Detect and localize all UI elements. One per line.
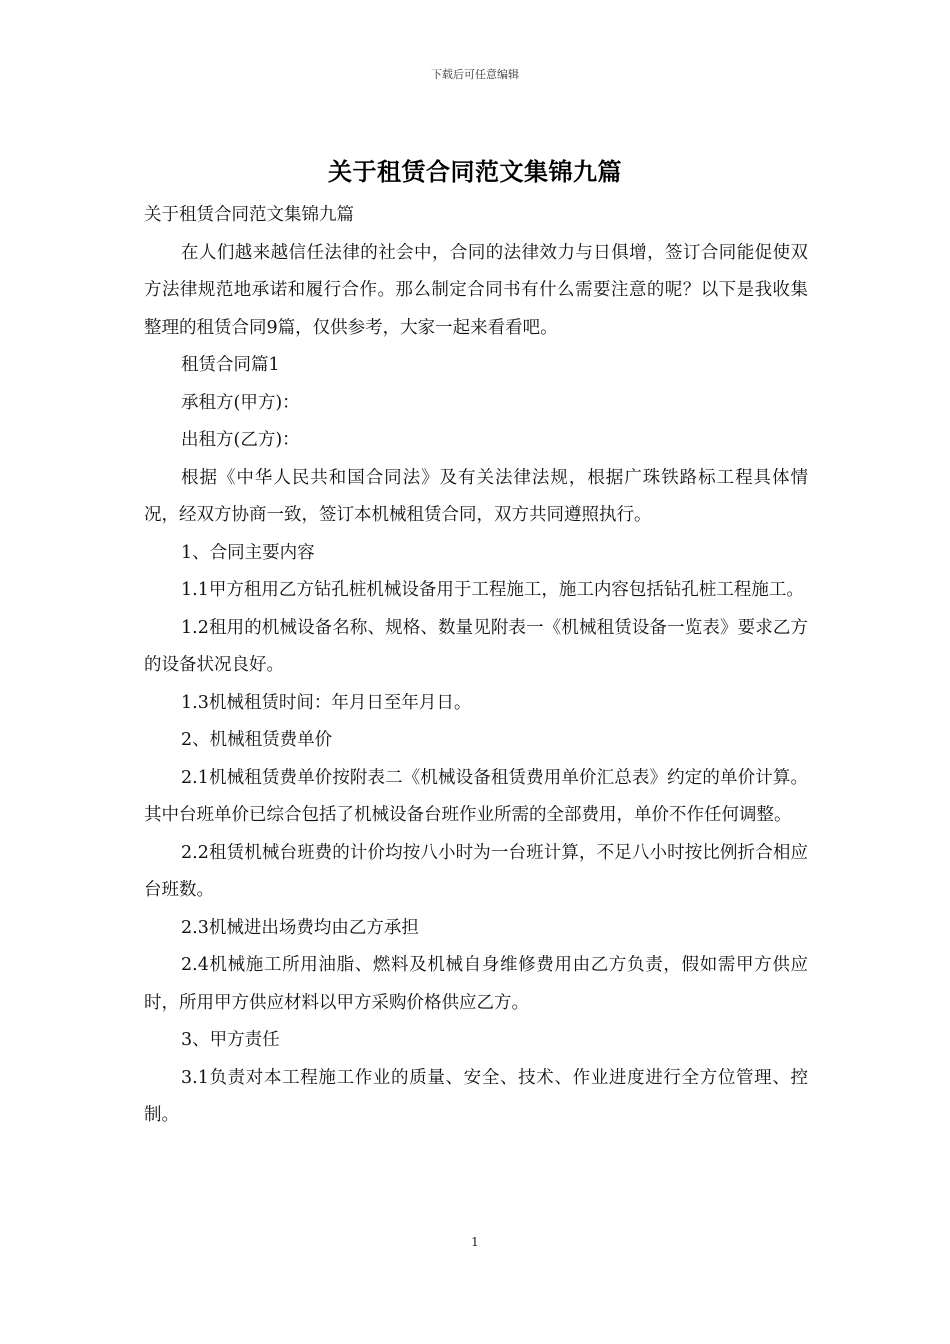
- clause-paragraph: 2.1机械租赁费单价按附表二《机械设备租赁费用单价汇总表》约定的单价计算。其中台班单价已综合包括了机械设备台班作业所需的全部费用，单价不作任何调整。: [144, 767, 808, 825]
- preamble-paragraph: 根据《中华人民共和国合同法》及有关法律法规，根据广珠铁路标工程具体情况，经双方协商一致，签订本机械租赁合同，双方共同遵照执行。: [144, 467, 808, 525]
- intro-paragraph: 在人们越来越信任法律的社会中，合同的法律效力与日俱增，签订合同能促使双方法律规范地承诺和履行合作。那么制定合同书有什么需要注意的呢？以下是我收集整理的租赁合同9篇，仅供参考，大家一起来看看吧。: [144, 242, 808, 338]
- document-body: [144, 197, 808, 1135]
- document-title: 关于租赁合同范文集锦九篇: [328, 157, 622, 186]
- clause-paragraph: 1.3机械租赁时间：年月日至年月日。: [181, 692, 472, 713]
- subtitle-paragraph: 关于租赁合同范文集锦九篇: [144, 205, 354, 225]
- page-number: 1: [471, 1235, 479, 1249]
- clause-paragraph: 1.2租用的机械设备名称、规格、数量见附表一《机械租赁设备一览表》要求乙方的设备状况良好。: [144, 617, 808, 675]
- clause-heading: 2、机械租赁费单价: [181, 730, 333, 750]
- clause-heading: 3、甲方责任: [181, 1030, 280, 1050]
- section-heading: 租赁合同篇1: [181, 355, 280, 375]
- header-note: 下载后可任意编辑: [431, 68, 519, 81]
- clause-paragraph: 1.1甲方租用乙方钻孔桩机械设备用于工程施工，施工内容包括钻孔桩工程施工。: [181, 580, 804, 600]
- clause-paragraph: 2.3机械进出场费均由乙方承担: [181, 917, 419, 938]
- party-a-line: 承租方(甲方)：: [181, 392, 300, 413]
- clause-paragraph: 2.2租赁机械台班费的计价均按八小时为一台班计算，不足八小时按比例折合相应台班数。: [144, 842, 808, 900]
- party-b-line: 出租方(乙方)：: [181, 430, 300, 450]
- clause-paragraph: 2.4机械施工所用油脂、燃料及机械自身维修费用由乙方负责，假如需甲方供应时，所用甲方供应材料以甲方采购价格供应乙方。: [144, 955, 808, 1013]
- clause-heading: 1、合同主要内容: [181, 542, 315, 563]
- clause-paragraph: 3.1负责对本工程施工作业的质量、安全、技术、作业进度进行全方位管理、控制。: [144, 1067, 808, 1125]
